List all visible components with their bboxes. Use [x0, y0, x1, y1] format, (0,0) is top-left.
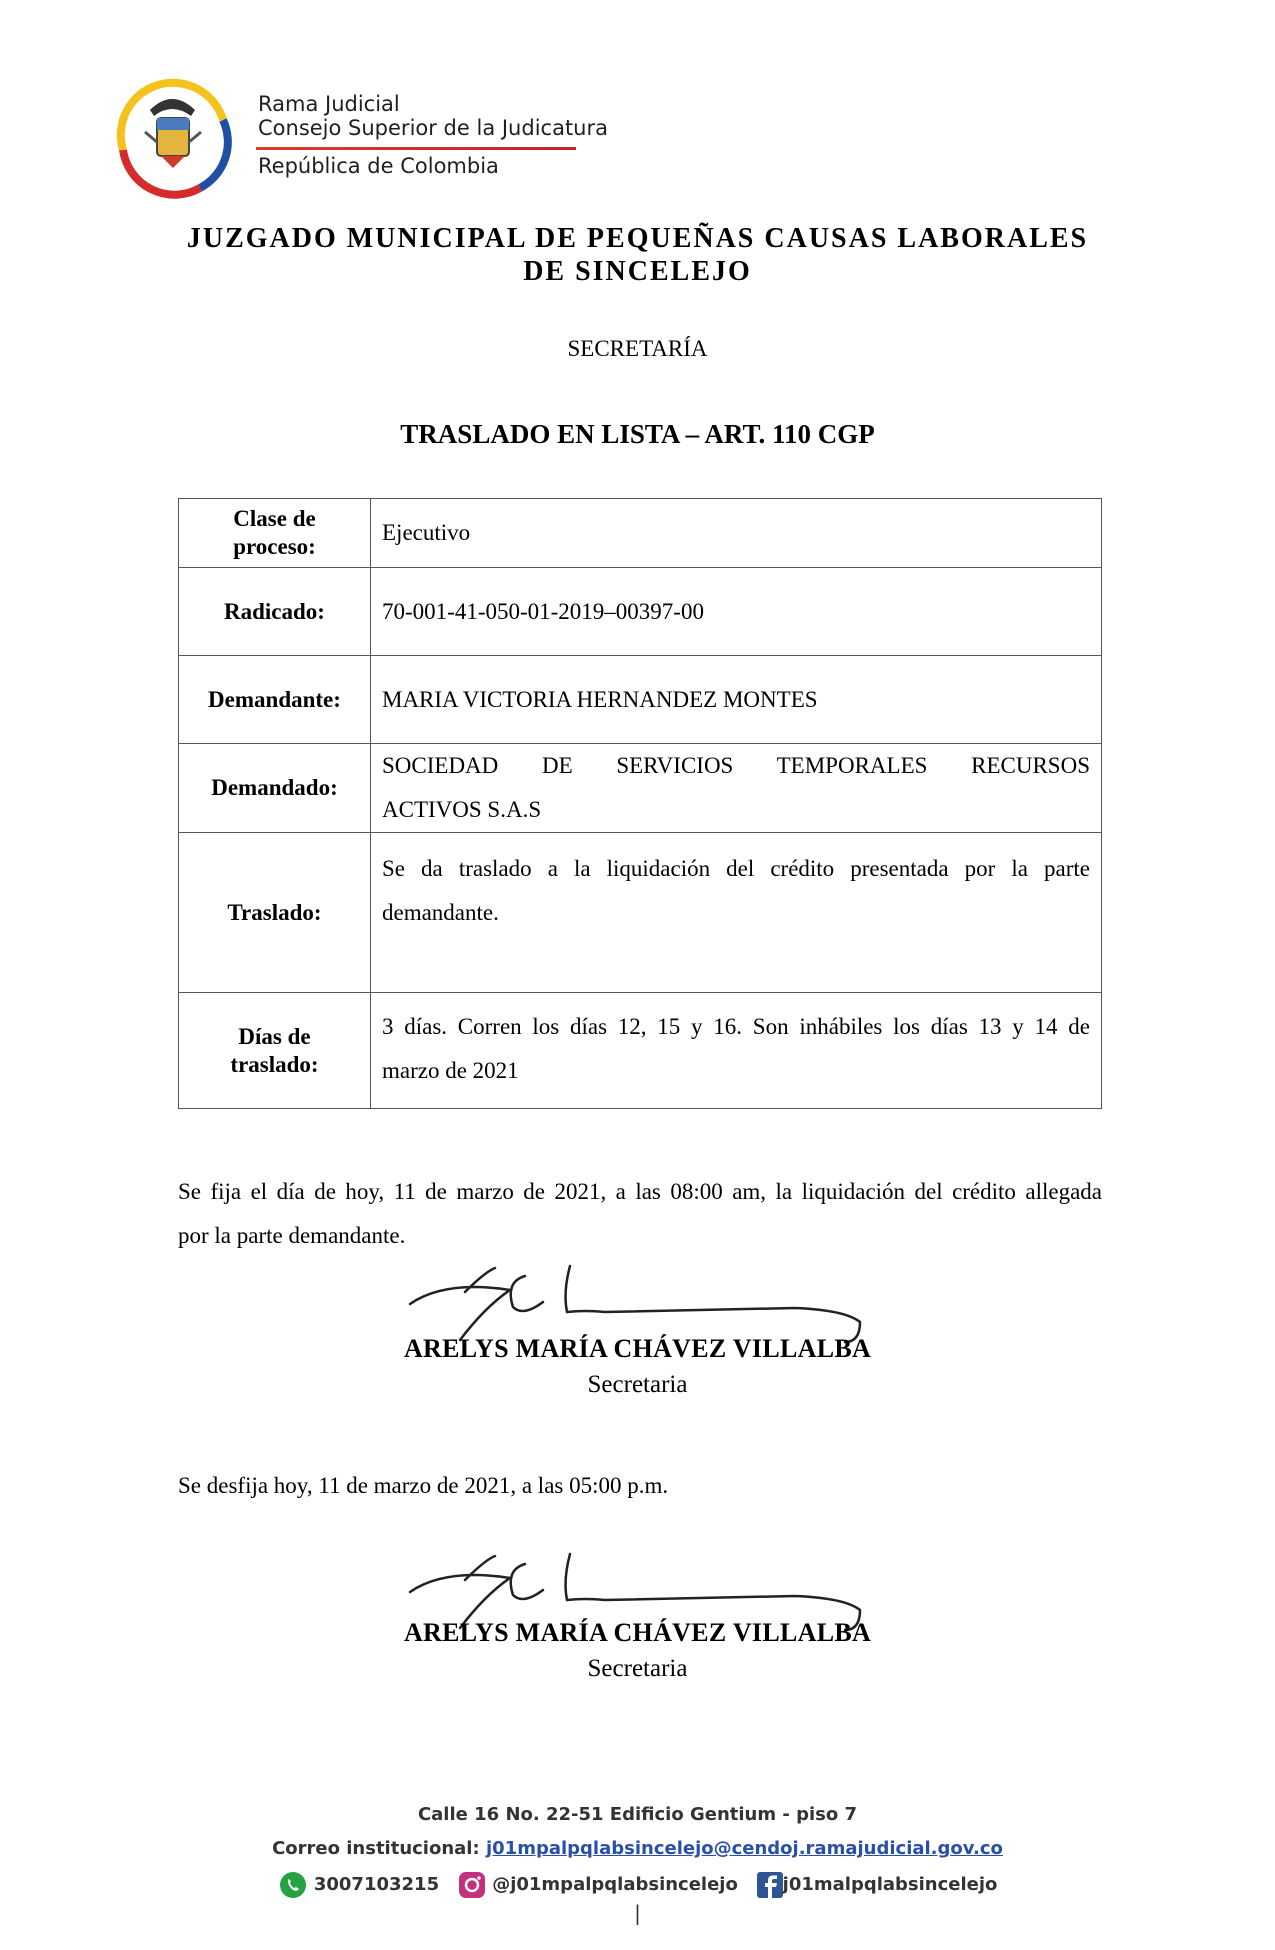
document-title: TRASLADO EN LISTA – ART. 110 CGP — [400, 419, 875, 449]
row-value — [371, 833, 1102, 993]
row-value: Ejecutivo — [371, 499, 1102, 568]
row-value: 70-001-41-050-01-2019–00397-00 — [371, 568, 1102, 656]
court-title-line1: JUZGADO MUNICIPAL DE PEQUEÑAS CAUSAS LABORALES — [186, 223, 1089, 254]
signer-role: Secretaria — [587, 1371, 688, 1398]
signer-name: ARELYS MARÍA CHÁVEZ VILLALBA — [403, 1334, 872, 1363]
row-value-line: demandante. — [382, 900, 499, 925]
court-title — [0, 222, 1275, 288]
colombia-coat-of-arms-seal — [105, 70, 240, 205]
row-value-line: 3 días. Corren los días 12, 15 y 16. Son inhábiles los días 13 y 14 de — [382, 1014, 1090, 1039]
handwritten-signature — [405, 1262, 865, 1344]
email-label: Correo institucional: — [272, 1838, 480, 1859]
row-label-line: traslado: — [230, 1051, 319, 1077]
row-value-line: marzo de 2021 — [382, 1058, 519, 1083]
whatsapp-number: 3007103215 — [313, 1874, 440, 1895]
table-row — [179, 993, 1102, 1109]
table-row — [179, 656, 1102, 744]
footer-email-line — [0, 1838, 1275, 1859]
row-label: Demandado: — [179, 744, 371, 833]
page-marker: | — [634, 1901, 641, 1925]
section-heading: SECRETARÍA — [567, 336, 708, 361]
row-label: Demandante: — [179, 656, 371, 744]
row-label — [179, 993, 371, 1109]
org-line-rama-judicial: Rama Judicial — [258, 92, 400, 116]
org-line-consejo-superior: Consejo Superior de la Judicatura — [258, 116, 608, 140]
court-title-line2: DE SINCELEJO — [523, 256, 752, 287]
facebook-icon[interactable] — [757, 1872, 783, 1898]
instagram-icon[interactable] — [458, 1871, 486, 1899]
fijacion-line2: por la parte demandante. — [178, 1223, 406, 1248]
facebook-handle: j01malpqlabsincelejo — [782, 1874, 998, 1895]
row-label: Clase de proceso: — [179, 499, 371, 568]
logo-divider — [256, 147, 576, 150]
signer-role: Secretaria — [587, 1655, 688, 1682]
signer-name: ARELYS MARÍA CHÁVEZ VILLALBA — [403, 1618, 872, 1647]
instagram-handle: @j01mpalpqlabsincelejo — [492, 1874, 738, 1895]
row-value-line: ACTIVOS S.A.S — [382, 797, 542, 822]
table-row — [179, 499, 1102, 568]
footer-social-line — [0, 1870, 1275, 1900]
org-line-republica: República de Colombia — [258, 154, 499, 178]
row-value — [371, 744, 1102, 833]
fijacion-paragraph — [178, 1170, 1102, 1258]
table-row — [179, 568, 1102, 656]
table-row — [179, 744, 1102, 833]
desfijacion-paragraph: Se desfija hoy, 11 de marzo de 2021, a las 05:00 p.m. — [178, 1473, 669, 1498]
whatsapp-icon[interactable] — [278, 1870, 308, 1900]
row-label: Traslado: — [179, 833, 371, 993]
row-value: MARIA VICTORIA HERNANDEZ MONTES — [371, 656, 1102, 744]
row-label-line: Días de — [238, 1023, 311, 1049]
row-value — [371, 993, 1102, 1109]
row-label: Radicado: — [179, 568, 371, 656]
row-value-line: SOCIEDAD DE SERVICIOS TEMPORALES RECURSOS — [382, 753, 1090, 778]
footer-address: Calle 16 No. 22-51 Edificio Gentium - piso 7 — [417, 1804, 858, 1825]
fijacion-line1: Se fija el día de hoy, 11 de marzo de 2021, a las 08:00 am, la liquidación del crédito allegada — [178, 1179, 1102, 1204]
case-info-table — [178, 498, 1102, 1109]
email-link[interactable]: j01mpalpqlabsincelejo@cendoj.ramajudicial.gov.co — [485, 1838, 1003, 1859]
row-value-line: Se da traslado a la liquidación del crédito presentada por la parte — [382, 856, 1090, 881]
table-row — [179, 833, 1102, 993]
